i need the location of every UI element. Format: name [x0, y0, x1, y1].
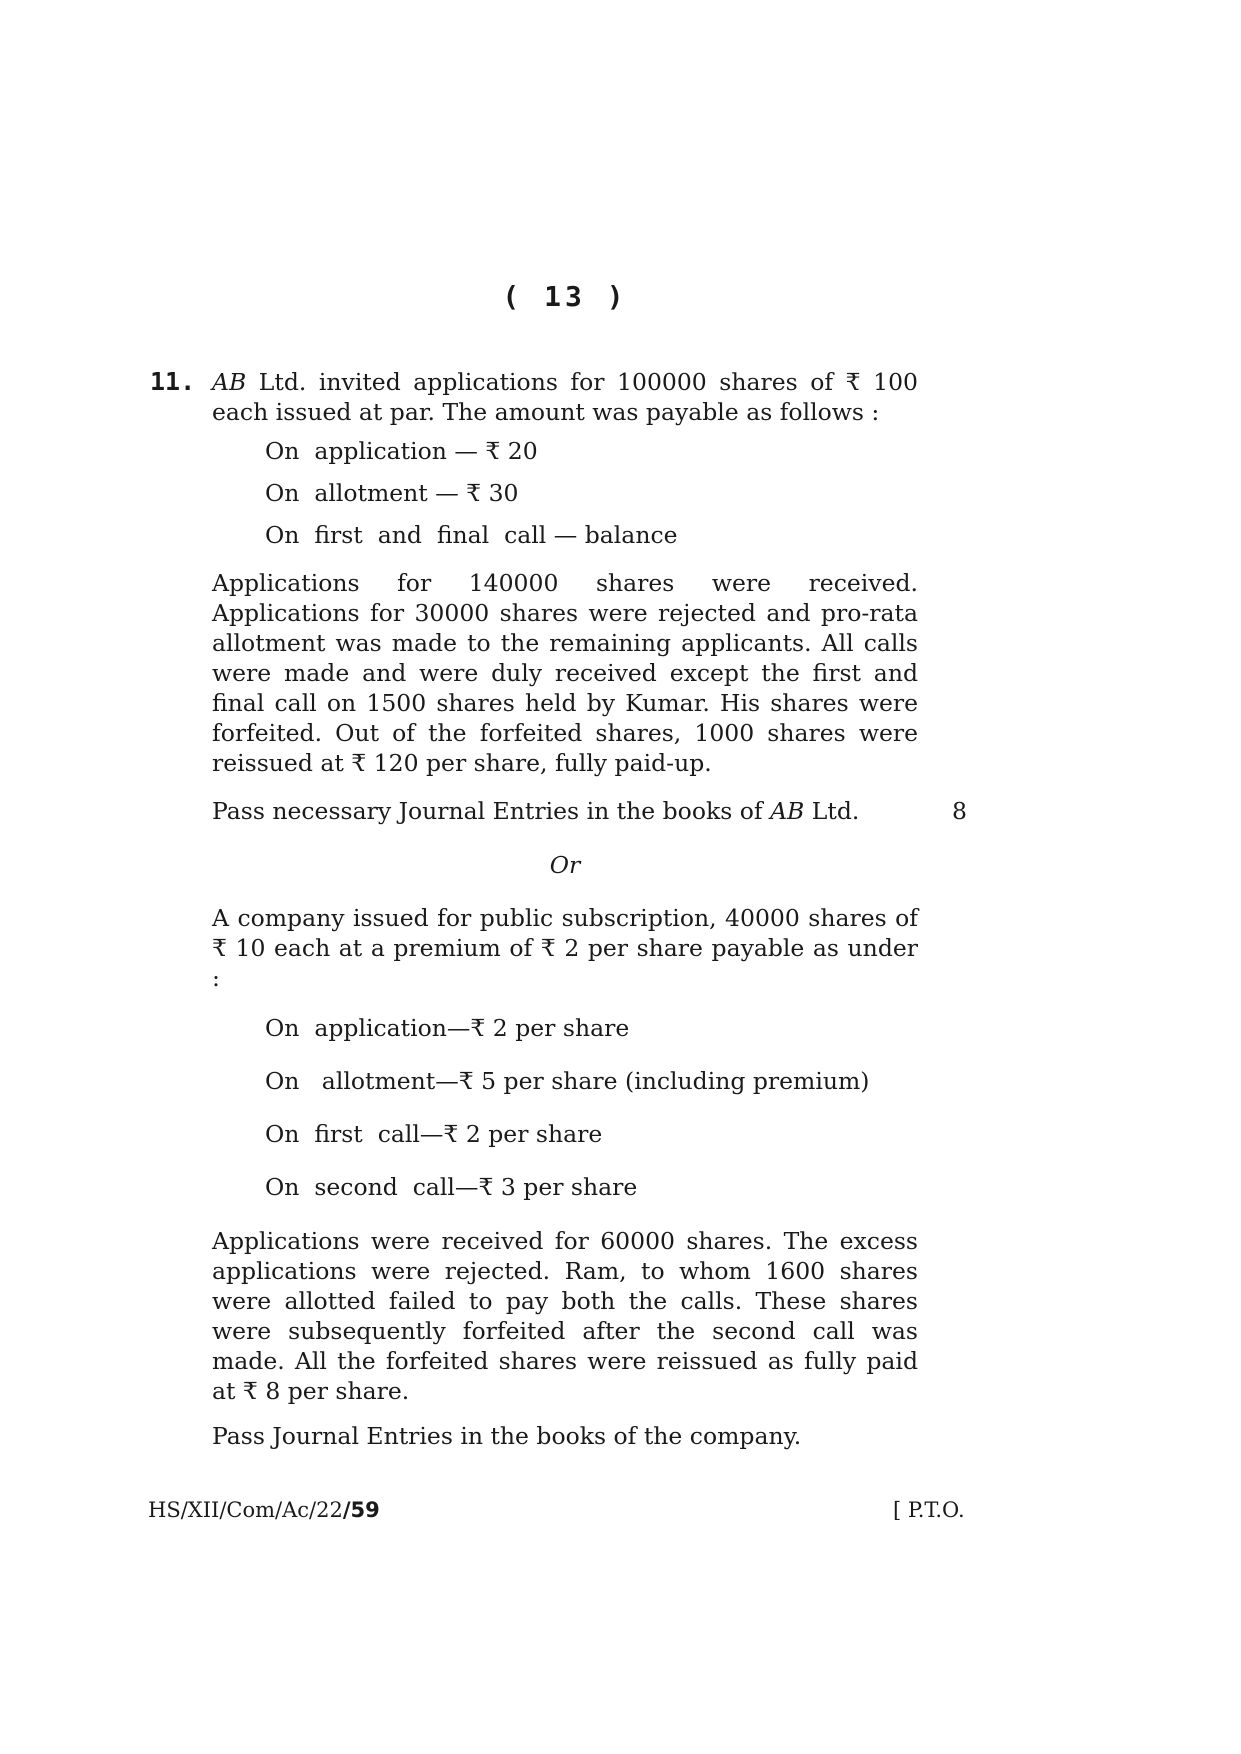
alt-term-application: On application—₹ 2 per share: [265, 1014, 630, 1042]
alt-term-allotment: On allotment—₹ 5 per share (including premium): [265, 1067, 870, 1095]
page-number: ( 13 ): [502, 280, 628, 313]
alternative-intro: A company issued for public subscription, 40000 shares of ₹ 10 each at a premium of ₹ 2 per share payable as under :: [212, 904, 918, 992]
payment-term-application: On application — ₹ 20: [265, 437, 538, 465]
question-intro-text: Ltd. invited applications for 100000 shares of ₹ 100 each issued at par. The amount was payable as follows :: [212, 368, 918, 426]
instruction-post: Ltd.: [804, 797, 860, 825]
company-name: AB: [212, 368, 247, 396]
alternative-body: Applications were received for 60000 shares. The excess applications were rejected. Ram, to whom 1600 shares were allotted failed to pay both the calls. These shares were subsequently forfeited after the second call was made. All the forfeited shares were reissued as fully paid at ₹ 8 per share.: [212, 1227, 918, 1405]
alt-term-second-call: On second call—₹ 3 per share: [265, 1173, 638, 1201]
paper-code: [148, 1497, 380, 1523]
alternative-instruction: Pass Journal Entries in the books of the company.: [212, 1422, 802, 1450]
question-instruction: [212, 796, 918, 826]
question-body: Applications for 140000 shares were received. Applications for 30000 shares were rejected and pro-rata allotment was made to the remaining applicants. All calls were made and were duly received except the first and final call on 1500 shares held by Kumar. His shares were forfeited. Out of the forfeited shares, 1000 shares were reissued at ₹ 120 per share, fully paid-up.: [212, 569, 918, 777]
payment-term-final-call: On first and final call — balance: [265, 521, 678, 549]
or-label: Or: [549, 851, 581, 879]
paper-code-prefix: HS/XII/Com/Ac/22: [148, 1498, 343, 1522]
marks: 8: [952, 797, 967, 825]
instruction-pre: Pass necessary Journal Entries in the books of: [212, 797, 771, 825]
paper-code-suffix: /59: [342, 1498, 380, 1522]
instruction-company: AB: [770, 797, 805, 825]
alt-term-first-call: On first call—₹ 2 per share: [265, 1120, 603, 1148]
payment-term-allotment: On allotment — ₹ 30: [265, 479, 519, 507]
question-number: 11.: [150, 367, 196, 396]
pto-label: [ P.T.O.: [893, 1498, 965, 1522]
question-intro: [212, 367, 918, 427]
